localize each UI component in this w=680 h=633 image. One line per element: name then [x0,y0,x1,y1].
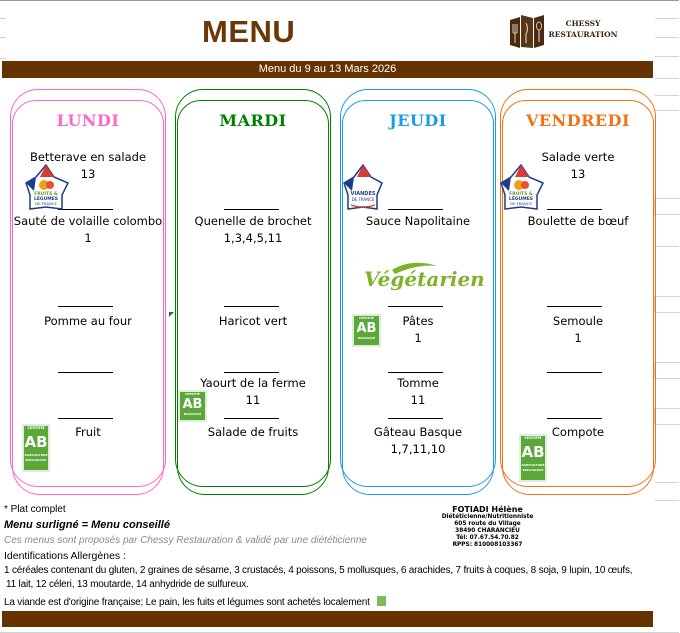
dish-dairy: Tomme [397,376,439,390]
grid-cell [654,408,680,425]
ab-top-text: CERTIFIÉ [359,316,374,320]
dish-main: Boulette de bœuf [527,214,629,228]
agriculture-biologique-badge [519,434,547,482]
dietitian-address2: 38490 CHARANCIEU [455,528,520,534]
svg-text:FRUITS &: FRUITS & [34,192,58,197]
dish-allergens: 1 [84,231,92,245]
ab-top-text: CERTIFIÉ [524,436,542,440]
dish-side: Pomme au four [44,314,132,328]
dietitian-stamp [425,505,550,551]
dish-allergens: 13 [80,167,96,181]
dish-allergens: 11 [245,393,261,407]
viandes-de-france-badge [341,163,385,211]
grid-line [655,78,679,79]
dish-side: Haricot vert [218,314,288,328]
ab-mark: AB [521,443,545,461]
dish-allergens: 1,7,11,10 [390,442,446,456]
separator [58,372,113,373]
star-logo-icon [341,163,385,211]
grid-line [655,482,679,483]
cell-comment-marker[interactable] [169,312,174,317]
separator [388,306,443,307]
allergenes-list-line2: 11 lait, 12 céleri, 13 moutarde, 14 anhydride de sulfureux. [6,579,249,590]
week-banner: Menu du 9 au 13 Mars 2026 [2,61,653,78]
fruits-legumes-de-france-badge [22,163,72,213]
ab-bottom-text: BIOLOGIQUE [25,458,47,462]
separator [547,306,602,307]
dish-main: Sauté de volaille colombo [13,214,163,228]
separator [547,372,602,373]
ab-bottom-text: AGRICULTURE [24,453,48,457]
window-top-border [0,0,679,1]
ab-bottom-text: BIOLOGIQUE [522,468,544,472]
grid-line [655,18,679,19]
agriculture-biologique-badge [352,314,381,347]
dish-side: Semoule [552,314,604,328]
separator [224,372,279,373]
plat-complet-note: * Plat complet [4,504,66,515]
dietitian-rpps: RPPS: 810008103367 [452,542,523,548]
dish-allergens: 1 [574,331,582,345]
dish-main: Quenelle de brochet [194,214,312,228]
grid-line [655,37,679,38]
separator [388,418,443,419]
grid-line [655,110,679,111]
svg-text:LÉGUMES: LÉGUMES [33,197,59,202]
separator [224,418,279,419]
origine-note: La viande est d'origine française; Le pain, les fuits et légumes sont achetés localement [4,597,370,608]
day-heading: LUNDI [56,111,120,130]
separator [388,372,443,373]
separator [58,306,113,307]
day-heading: JEUDI [389,111,447,130]
menu-souligne-note: Menu surligné = Menu conseillé [4,519,170,531]
separator [58,418,113,419]
ab-bottom-text: BIOLOGIQUE [183,413,202,416]
dish-allergens: 13 [570,167,586,181]
dietitian-role: Diététicienne/Nutritionniste [441,514,534,520]
separator [547,418,602,419]
grid-line [0,58,6,59]
ab-mark: AB [182,397,203,412]
dish-starter: Betterave en salade [29,150,147,164]
chessy-restauration-logo [508,12,638,50]
dish-dessert: Salade de fruits [207,425,299,439]
grid-line [655,56,679,57]
dietitian-address1: 605 route du Village [454,521,521,527]
separator [547,209,602,210]
grid-line [0,18,6,19]
svg-text:VIANDES: VIANDES [350,191,376,197]
ab-bottom-text: AGRICULTURE [521,463,545,467]
dish-starter: Salade verte [541,150,615,164]
grid-line [0,37,6,38]
dish-main: Sauce Napolitaine [365,214,471,228]
logo-text [534,18,632,40]
allergenes-title: Identifications Allergènes : [4,550,126,562]
allergenes-list-line1: 1 céréales contenant du gluten, 2 graines de sésame, 3 crustacés, 4 poissons, 5 mollusques, 6 arachides, 7 fruits à coques, 8 soja, 9 lupin, 10 œufs, [4,565,633,576]
ab-mark: AB [24,433,48,451]
day-heading: MARDI [219,111,287,130]
day-card-mardi [175,89,331,495]
grid-cell [654,198,680,215]
dish-dessert: Fruit [75,425,101,439]
grid-line [655,95,679,96]
separator [224,306,279,307]
dish-allergens: 1 [414,331,422,345]
ab-top-text: CERTIFIÉ [185,392,200,396]
vegetarien-badge [362,260,485,292]
ab-top-text: CERTIFIÉ [27,426,45,430]
star-logo-icon [497,163,547,213]
separator [224,209,279,210]
day-heading: VENDREDI [526,111,630,130]
agriculture-biologique-badge [22,424,50,472]
ab-mark: AB [356,321,377,336]
svg-text:DE FRANCE: DE FRANCE [35,201,57,206]
svg-text:FRUITS &: FRUITS & [509,192,533,197]
grid-line [655,246,679,247]
footer-band [2,611,653,627]
dietitian-phone: Tél: 07.67.54.70.82 [456,535,519,541]
dish-dairy: Yaourt de la ferme [200,376,306,390]
dish-dessert: Gâteau Basque [373,425,463,439]
menu-title: MENU [202,14,296,49]
ab-mini-icon [377,596,386,606]
star-logo-icon [22,163,72,213]
logo-line2: RESTAURATION [548,30,618,39]
dish-side: Pâtes [402,314,434,328]
agriculture-biologique-badge [178,390,207,422]
fruits-legumes-de-france-badge [497,163,547,213]
ab-bottom-text: BIOLOGIQUE [357,337,376,340]
proposes-note: Ces menus sont proposés par Chessy Restauration & validé par une diététicienne [4,535,367,546]
logo-line1: CHESSY [565,19,601,28]
leaf-icon [362,260,485,292]
grid-cell [654,362,680,379]
dish-allergens: 1,3,4,5,11 [223,231,283,245]
grid-line [655,500,679,501]
dish-allergens: 11 [410,393,426,407]
dietitian-name: FOTIADI Hélène [452,505,523,514]
svg-text:DE FRANCE: DE FRANCE [510,201,532,206]
svg-text:Végétarien: Végétarien [364,267,485,291]
separator [388,209,443,210]
dish-dessert: Compote [551,425,605,439]
grid-cell [654,296,680,313]
svg-text:DE FRANCE: DE FRANCE [351,197,375,202]
svg-text:LÉGUMES: LÉGUMES [508,197,534,202]
